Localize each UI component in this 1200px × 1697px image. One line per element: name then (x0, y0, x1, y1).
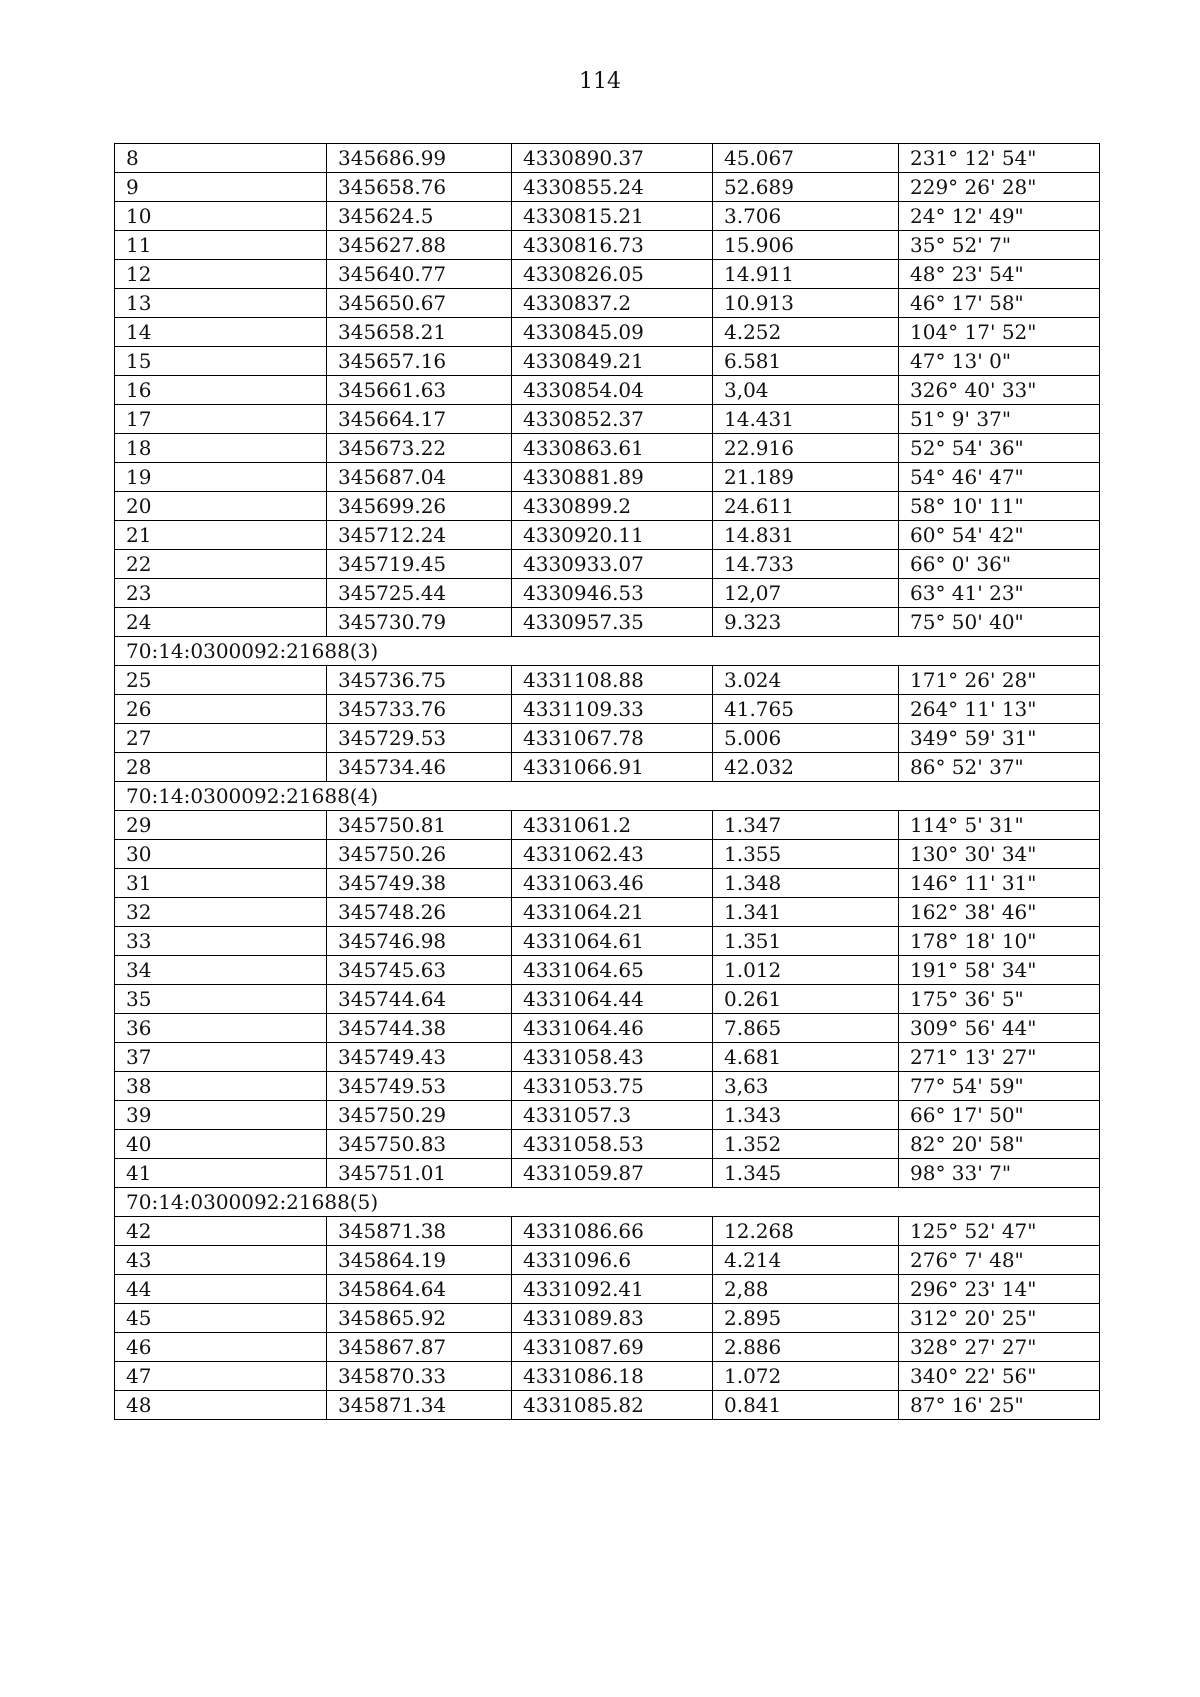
table-row (115, 144, 1100, 173)
y-coordinate-cell: 4331096.6 (512, 1246, 713, 1275)
bearing-cell: 326° 40' 33" (899, 376, 1100, 405)
bearing-cell: 75° 50' 40" (899, 608, 1100, 637)
distance-cell: 6.581 (713, 347, 899, 376)
y-coordinate-cell: 4330845.09 (512, 318, 713, 347)
section-header-row (115, 637, 1100, 666)
point-number-cell: 47 (115, 1362, 327, 1391)
bearing-cell: 309° 56' 44" (899, 1014, 1100, 1043)
y-coordinate-cell: 4330854.04 (512, 376, 713, 405)
bearing-cell: 47° 13' 0" (899, 347, 1100, 376)
table-row (115, 202, 1100, 231)
table-row (115, 318, 1100, 347)
point-number-cell: 30 (115, 840, 327, 869)
table-row (115, 1391, 1100, 1420)
x-coordinate-cell: 345749.38 (327, 869, 512, 898)
bearing-cell: 349° 59' 31" (899, 724, 1100, 753)
y-coordinate-cell: 4330826.05 (512, 260, 713, 289)
x-coordinate-cell: 345650.67 (327, 289, 512, 318)
x-coordinate-cell: 345658.21 (327, 318, 512, 347)
distance-cell: 41.765 (713, 695, 899, 724)
x-coordinate-cell: 345867.87 (327, 1333, 512, 1362)
distance-cell: 42.032 (713, 753, 899, 782)
point-number-cell: 45 (115, 1304, 327, 1333)
distance-cell: 5.006 (713, 724, 899, 753)
distance-cell: 1.012 (713, 956, 899, 985)
point-number-cell: 44 (115, 1275, 327, 1304)
x-coordinate-cell: 345870.33 (327, 1362, 512, 1391)
table-row (115, 608, 1100, 637)
x-coordinate-cell: 345640.77 (327, 260, 512, 289)
distance-cell: 1.343 (713, 1101, 899, 1130)
table-row (115, 173, 1100, 202)
distance-cell: 1.341 (713, 898, 899, 927)
bearing-cell: 66° 0' 36" (899, 550, 1100, 579)
x-coordinate-cell: 345744.64 (327, 985, 512, 1014)
point-number-cell: 9 (115, 173, 327, 202)
x-coordinate-cell: 345664.17 (327, 405, 512, 434)
table-row (115, 1246, 1100, 1275)
x-coordinate-cell: 345733.76 (327, 695, 512, 724)
bearing-cell: 104° 17' 52" (899, 318, 1100, 347)
distance-cell: 24.611 (713, 492, 899, 521)
bearing-cell: 191° 58' 34" (899, 956, 1100, 985)
table-row (115, 1014, 1100, 1043)
distance-cell: 45.067 (713, 144, 899, 173)
y-coordinate-cell: 4331064.65 (512, 956, 713, 985)
bearing-cell: 77° 54' 59" (899, 1072, 1100, 1101)
bearing-cell: 125° 52' 47" (899, 1217, 1100, 1246)
y-coordinate-cell: 4331059.87 (512, 1159, 713, 1188)
point-number-cell: 11 (115, 231, 327, 260)
table-row (115, 376, 1100, 405)
x-coordinate-cell: 345661.63 (327, 376, 512, 405)
section-label: 70:14:0300092:21688(5) (115, 1188, 1100, 1217)
point-number-cell: 42 (115, 1217, 327, 1246)
point-number-cell: 32 (115, 898, 327, 927)
x-coordinate-cell: 345871.34 (327, 1391, 512, 1420)
distance-cell: 7.865 (713, 1014, 899, 1043)
table-row (115, 1304, 1100, 1333)
x-coordinate-cell: 345673.22 (327, 434, 512, 463)
distance-cell: 2,88 (713, 1275, 899, 1304)
distance-cell: 1.347 (713, 811, 899, 840)
bearing-cell: 229° 26' 28" (899, 173, 1100, 202)
bearing-cell: 87° 16' 25" (899, 1391, 1100, 1420)
y-coordinate-cell: 4331064.46 (512, 1014, 713, 1043)
y-coordinate-cell: 4331064.44 (512, 985, 713, 1014)
x-coordinate-cell: 345871.38 (327, 1217, 512, 1246)
table-row (115, 289, 1100, 318)
distance-cell: 22.916 (713, 434, 899, 463)
bearing-cell: 60° 54' 42" (899, 521, 1100, 550)
point-number-cell: 46 (115, 1333, 327, 1362)
bearing-cell: 231° 12' 54" (899, 144, 1100, 173)
y-coordinate-cell: 4331086.66 (512, 1217, 713, 1246)
y-coordinate-cell: 4331057.3 (512, 1101, 713, 1130)
distance-cell: 14.911 (713, 260, 899, 289)
table-row (115, 695, 1100, 724)
point-number-cell: 43 (115, 1246, 327, 1275)
table-row (115, 666, 1100, 695)
y-coordinate-cell: 4330855.24 (512, 173, 713, 202)
section-label: 70:14:0300092:21688(3) (115, 637, 1100, 666)
distance-cell: 21.189 (713, 463, 899, 492)
x-coordinate-cell: 345865.92 (327, 1304, 512, 1333)
distance-cell: 14.831 (713, 521, 899, 550)
y-coordinate-cell: 4331053.75 (512, 1072, 713, 1101)
distance-cell: 1.072 (713, 1362, 899, 1391)
point-number-cell: 31 (115, 869, 327, 898)
y-coordinate-cell: 4331086.18 (512, 1362, 713, 1391)
y-coordinate-cell: 4330946.53 (512, 579, 713, 608)
x-coordinate-cell: 345658.76 (327, 173, 512, 202)
bearing-cell: 63° 41' 23" (899, 579, 1100, 608)
distance-cell: 14.431 (713, 405, 899, 434)
point-number-cell: 26 (115, 695, 327, 724)
y-coordinate-cell: 4331087.69 (512, 1333, 713, 1362)
distance-cell: 3.706 (713, 202, 899, 231)
point-number-cell: 27 (115, 724, 327, 753)
bearing-cell: 328° 27' 27" (899, 1333, 1100, 1362)
x-coordinate-cell: 345624.5 (327, 202, 512, 231)
bearing-cell: 175° 36' 5" (899, 985, 1100, 1014)
x-coordinate-cell: 345730.79 (327, 608, 512, 637)
x-coordinate-cell: 345719.45 (327, 550, 512, 579)
x-coordinate-cell: 345745.63 (327, 956, 512, 985)
x-coordinate-cell: 345699.26 (327, 492, 512, 521)
table-row (115, 1159, 1100, 1188)
point-number-cell: 38 (115, 1072, 327, 1101)
y-coordinate-cell: 4330881.89 (512, 463, 713, 492)
bearing-cell: 264° 11' 13" (899, 695, 1100, 724)
bearing-cell: 24° 12' 49" (899, 202, 1100, 231)
bearing-cell: 178° 18' 10" (899, 927, 1100, 956)
distance-cell: 1.348 (713, 869, 899, 898)
distance-cell: 1.352 (713, 1130, 899, 1159)
y-coordinate-cell: 4330815.21 (512, 202, 713, 231)
table-row (115, 434, 1100, 463)
bearing-cell: 86° 52' 37" (899, 753, 1100, 782)
y-coordinate-cell: 4331064.61 (512, 927, 713, 956)
y-coordinate-cell: 4331058.43 (512, 1043, 713, 1072)
point-number-cell: 23 (115, 579, 327, 608)
section-label: 70:14:0300092:21688(4) (115, 782, 1100, 811)
distance-cell: 1.345 (713, 1159, 899, 1188)
bearing-cell: 52° 54' 36" (899, 434, 1100, 463)
point-number-cell: 35 (115, 985, 327, 1014)
table-row (115, 347, 1100, 376)
table-row (115, 811, 1100, 840)
table-body (115, 144, 1100, 1420)
x-coordinate-cell: 345729.53 (327, 724, 512, 753)
bearing-cell: 35° 52' 7" (899, 231, 1100, 260)
bearing-cell: 51° 9' 37" (899, 405, 1100, 434)
distance-cell: 1.355 (713, 840, 899, 869)
y-coordinate-cell: 4331067.78 (512, 724, 713, 753)
y-coordinate-cell: 4330933.07 (512, 550, 713, 579)
section-header-row (115, 782, 1100, 811)
point-number-cell: 10 (115, 202, 327, 231)
section-header-row (115, 1188, 1100, 1217)
distance-cell: 14.733 (713, 550, 899, 579)
distance-cell: 4.681 (713, 1043, 899, 1072)
bearing-cell: 58° 10' 11" (899, 492, 1100, 521)
distance-cell: 12.268 (713, 1217, 899, 1246)
page-number: 114 (579, 69, 621, 94)
distance-cell: 3,04 (713, 376, 899, 405)
point-number-cell: 40 (115, 1130, 327, 1159)
distance-cell: 0.261 (713, 985, 899, 1014)
bearing-cell: 54° 46' 47" (899, 463, 1100, 492)
table-row (115, 724, 1100, 753)
point-number-cell: 20 (115, 492, 327, 521)
y-coordinate-cell: 4330849.21 (512, 347, 713, 376)
bearing-cell: 171° 26' 28" (899, 666, 1100, 695)
distance-cell: 4.214 (713, 1246, 899, 1275)
x-coordinate-cell: 345725.44 (327, 579, 512, 608)
y-coordinate-cell: 4330920.11 (512, 521, 713, 550)
point-number-cell: 29 (115, 811, 327, 840)
x-coordinate-cell: 345864.19 (327, 1246, 512, 1275)
point-number-cell: 19 (115, 463, 327, 492)
distance-cell: 4.252 (713, 318, 899, 347)
y-coordinate-cell: 4331108.88 (512, 666, 713, 695)
x-coordinate-cell: 345750.83 (327, 1130, 512, 1159)
table-row (115, 1275, 1100, 1304)
point-number-cell: 33 (115, 927, 327, 956)
x-coordinate-cell: 345712.24 (327, 521, 512, 550)
y-coordinate-cell: 4331089.83 (512, 1304, 713, 1333)
point-number-cell: 12 (115, 260, 327, 289)
x-coordinate-cell: 345686.99 (327, 144, 512, 173)
point-number-cell: 34 (115, 956, 327, 985)
y-coordinate-cell: 4330837.2 (512, 289, 713, 318)
x-coordinate-cell: 345864.64 (327, 1275, 512, 1304)
bearing-cell: 130° 30' 34" (899, 840, 1100, 869)
x-coordinate-cell: 345749.43 (327, 1043, 512, 1072)
bearing-cell: 162° 38' 46" (899, 898, 1100, 927)
y-coordinate-cell: 4330816.73 (512, 231, 713, 260)
y-coordinate-cell: 4331058.53 (512, 1130, 713, 1159)
point-number-cell: 24 (115, 608, 327, 637)
point-number-cell: 48 (115, 1391, 327, 1420)
table-row (115, 840, 1100, 869)
bearing-cell: 296° 23' 14" (899, 1275, 1100, 1304)
table-row (115, 985, 1100, 1014)
bearing-cell: 276° 7' 48" (899, 1246, 1100, 1275)
coordinates-table (114, 143, 1100, 1420)
distance-cell: 3.024 (713, 666, 899, 695)
y-coordinate-cell: 4330957.35 (512, 608, 713, 637)
y-coordinate-cell: 4330890.37 (512, 144, 713, 173)
point-number-cell: 21 (115, 521, 327, 550)
table-row (115, 1333, 1100, 1362)
bearing-cell: 66° 17' 50" (899, 1101, 1100, 1130)
point-number-cell: 8 (115, 144, 327, 173)
bearing-cell: 46° 17' 58" (899, 289, 1100, 318)
distance-cell: 9.323 (713, 608, 899, 637)
y-coordinate-cell: 4331061.2 (512, 811, 713, 840)
distance-cell: 2.895 (713, 1304, 899, 1333)
bearing-cell: 340° 22' 56" (899, 1362, 1100, 1391)
point-number-cell: 14 (115, 318, 327, 347)
distance-cell: 10.913 (713, 289, 899, 318)
distance-cell: 3,63 (713, 1072, 899, 1101)
y-coordinate-cell: 4330863.61 (512, 434, 713, 463)
table-row (115, 927, 1100, 956)
bearing-cell: 114° 5' 31" (899, 811, 1100, 840)
point-number-cell: 13 (115, 289, 327, 318)
x-coordinate-cell: 345746.98 (327, 927, 512, 956)
table-row (115, 1072, 1100, 1101)
bearing-cell: 271° 13' 27" (899, 1043, 1100, 1072)
x-coordinate-cell: 345627.88 (327, 231, 512, 260)
x-coordinate-cell: 345750.29 (327, 1101, 512, 1130)
point-number-cell: 41 (115, 1159, 327, 1188)
table-row (115, 956, 1100, 985)
y-coordinate-cell: 4331066.91 (512, 753, 713, 782)
point-number-cell: 37 (115, 1043, 327, 1072)
table-row (115, 1101, 1100, 1130)
distance-cell: 1.351 (713, 927, 899, 956)
y-coordinate-cell: 4331109.33 (512, 695, 713, 724)
y-coordinate-cell: 4331085.82 (512, 1391, 713, 1420)
point-number-cell: 15 (115, 347, 327, 376)
point-number-cell: 17 (115, 405, 327, 434)
distance-cell: 0.841 (713, 1391, 899, 1420)
table-row (115, 579, 1100, 608)
y-coordinate-cell: 4330852.37 (512, 405, 713, 434)
x-coordinate-cell: 345736.75 (327, 666, 512, 695)
bearing-cell: 48° 23' 54" (899, 260, 1100, 289)
point-number-cell: 36 (115, 1014, 327, 1043)
distance-cell: 12,07 (713, 579, 899, 608)
bearing-cell: 98° 33' 7" (899, 1159, 1100, 1188)
table-row (115, 1130, 1100, 1159)
point-number-cell: 18 (115, 434, 327, 463)
table-row (115, 231, 1100, 260)
x-coordinate-cell: 345734.46 (327, 753, 512, 782)
table-row (115, 405, 1100, 434)
table-row (115, 492, 1100, 521)
y-coordinate-cell: 4331063.46 (512, 869, 713, 898)
table-row (115, 898, 1100, 927)
bearing-cell: 146° 11' 31" (899, 869, 1100, 898)
x-coordinate-cell: 345749.53 (327, 1072, 512, 1101)
table-row (115, 1043, 1100, 1072)
x-coordinate-cell: 345750.81 (327, 811, 512, 840)
x-coordinate-cell: 345750.26 (327, 840, 512, 869)
table-row (115, 521, 1100, 550)
point-number-cell: 25 (115, 666, 327, 695)
distance-cell: 2.886 (713, 1333, 899, 1362)
point-number-cell: 39 (115, 1101, 327, 1130)
distance-cell: 15.906 (713, 231, 899, 260)
y-coordinate-cell: 4330899.2 (512, 492, 713, 521)
table-row (115, 550, 1100, 579)
table-row (115, 753, 1100, 782)
table-row (115, 463, 1100, 492)
y-coordinate-cell: 4331092.41 (512, 1275, 713, 1304)
y-coordinate-cell: 4331064.21 (512, 898, 713, 927)
point-number-cell: 28 (115, 753, 327, 782)
coordinates-table-container (114, 143, 1099, 1420)
distance-cell: 52.689 (713, 173, 899, 202)
x-coordinate-cell: 345751.01 (327, 1159, 512, 1188)
point-number-cell: 22 (115, 550, 327, 579)
x-coordinate-cell: 345744.38 (327, 1014, 512, 1043)
y-coordinate-cell: 4331062.43 (512, 840, 713, 869)
table-row (115, 260, 1100, 289)
table-row (115, 1217, 1100, 1246)
x-coordinate-cell: 345748.26 (327, 898, 512, 927)
point-number-cell: 16 (115, 376, 327, 405)
bearing-cell: 312° 20' 25" (899, 1304, 1100, 1333)
bearing-cell: 82° 20' 58" (899, 1130, 1100, 1159)
x-coordinate-cell: 345657.16 (327, 347, 512, 376)
table-row (115, 869, 1100, 898)
table-row (115, 1362, 1100, 1391)
x-coordinate-cell: 345687.04 (327, 463, 512, 492)
